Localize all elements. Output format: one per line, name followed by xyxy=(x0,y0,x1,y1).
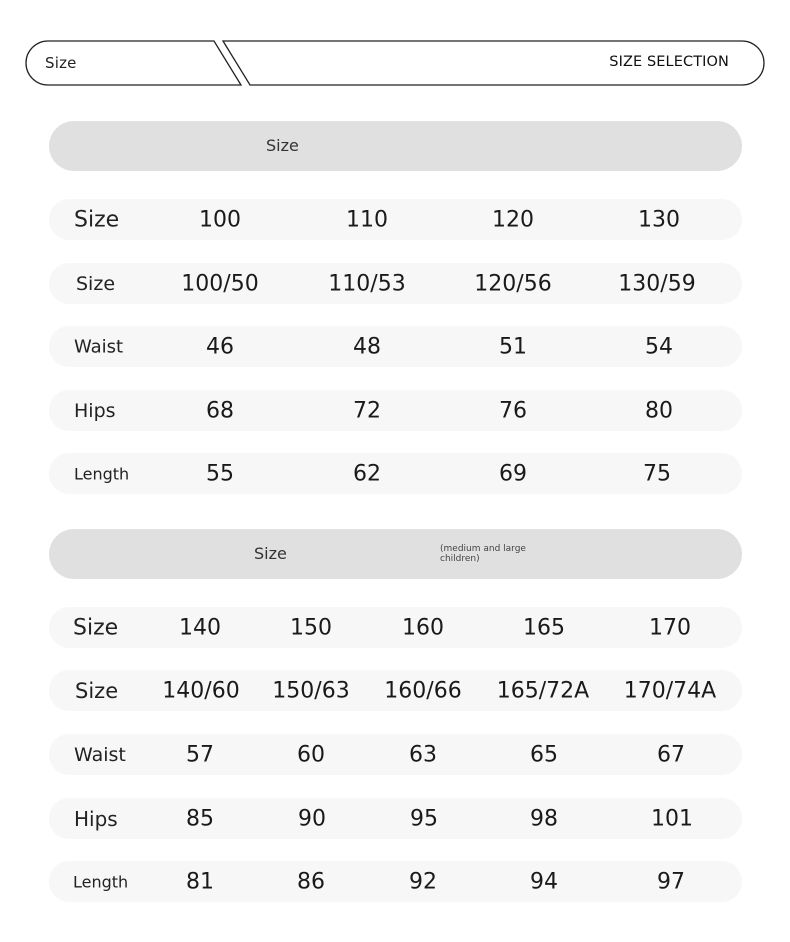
table-cell: 140 xyxy=(179,615,221,640)
table-cell: 94 xyxy=(530,869,558,894)
row-label: Hips xyxy=(74,806,118,831)
table-cell: 75 xyxy=(643,461,671,486)
table-cell: 170 xyxy=(649,615,691,640)
table-cell: 86 xyxy=(297,869,325,894)
table-row xyxy=(49,861,742,902)
table-cell: 63 xyxy=(409,742,437,767)
table-cell: 110/53 xyxy=(328,271,406,296)
table-row xyxy=(49,798,742,839)
table-cell: 72 xyxy=(353,398,381,423)
table-cell: 130 xyxy=(638,207,680,232)
table-cell: 76 xyxy=(499,398,527,423)
table-cell: 150/63 xyxy=(272,678,350,703)
tab-size[interactable]: Size xyxy=(45,54,77,72)
tab-outline xyxy=(0,0,790,100)
tab-size-selection[interactable]: SIZE SELECTION xyxy=(609,54,729,70)
table-row xyxy=(49,326,742,367)
table-cell: 54 xyxy=(645,334,673,359)
table-cell: 81 xyxy=(186,869,214,894)
section-header-large-children xyxy=(49,529,742,579)
table-cell: 100/50 xyxy=(181,271,259,296)
table-cell: 92 xyxy=(409,869,437,894)
table-row xyxy=(49,263,742,304)
table-cell: 165 xyxy=(523,615,565,640)
table-cell: 165/72A xyxy=(496,678,590,703)
table-cell: 68 xyxy=(206,398,234,423)
table-row xyxy=(49,453,742,494)
section-title: Size xyxy=(254,544,287,563)
table-cell: 67 xyxy=(657,742,685,767)
table-cell: 97 xyxy=(657,869,685,894)
row-label: Length xyxy=(74,464,130,483)
table-cell: 65 xyxy=(530,742,558,767)
table-cell: 62 xyxy=(353,461,381,486)
table-cell: 160 xyxy=(402,615,444,640)
table-cell: 69 xyxy=(499,461,527,486)
table-cell: 98 xyxy=(530,806,558,831)
row-label: Waist xyxy=(74,336,124,357)
table-cell: 120 xyxy=(492,207,534,232)
table-row xyxy=(49,670,742,711)
table-row xyxy=(49,390,742,431)
table-cell: 170/74A xyxy=(623,678,717,703)
table-cell: 160/66 xyxy=(384,678,462,703)
table-cell: 90 xyxy=(298,806,326,831)
tab-bar xyxy=(0,0,790,100)
table-cell: 95 xyxy=(410,806,438,831)
table-cell: 150 xyxy=(290,615,332,640)
table-row xyxy=(49,607,742,648)
table-row xyxy=(49,199,742,240)
table-row xyxy=(49,734,742,775)
row-label: Hips xyxy=(74,399,116,422)
table-cell: 140/60 xyxy=(162,678,240,703)
table-cell: 85 xyxy=(186,806,214,831)
table-cell: 55 xyxy=(206,461,234,486)
table-cell: 57 xyxy=(186,742,214,767)
row-label: Size xyxy=(74,207,120,232)
row-label: Size xyxy=(75,678,119,703)
table-cell: 110 xyxy=(346,207,388,232)
row-label: Size xyxy=(73,615,119,640)
row-label: Size xyxy=(76,272,116,295)
row-label: Waist xyxy=(74,743,126,766)
table-cell: 120/56 xyxy=(474,271,552,296)
table-cell: 80 xyxy=(645,398,673,423)
section-subtitle: (medium and large children) xyxy=(440,544,526,564)
table-cell: 51 xyxy=(499,334,527,359)
table-cell: 130/59 xyxy=(618,271,696,296)
table-cell: 46 xyxy=(206,334,234,359)
table-cell: 60 xyxy=(297,742,325,767)
section-header-small-children xyxy=(49,121,742,171)
table-cell: 101 xyxy=(651,806,693,831)
table-cell: 48 xyxy=(353,334,381,359)
section-title: Size xyxy=(266,136,299,155)
row-label: Length xyxy=(73,872,129,891)
table-cell: 100 xyxy=(199,207,241,232)
